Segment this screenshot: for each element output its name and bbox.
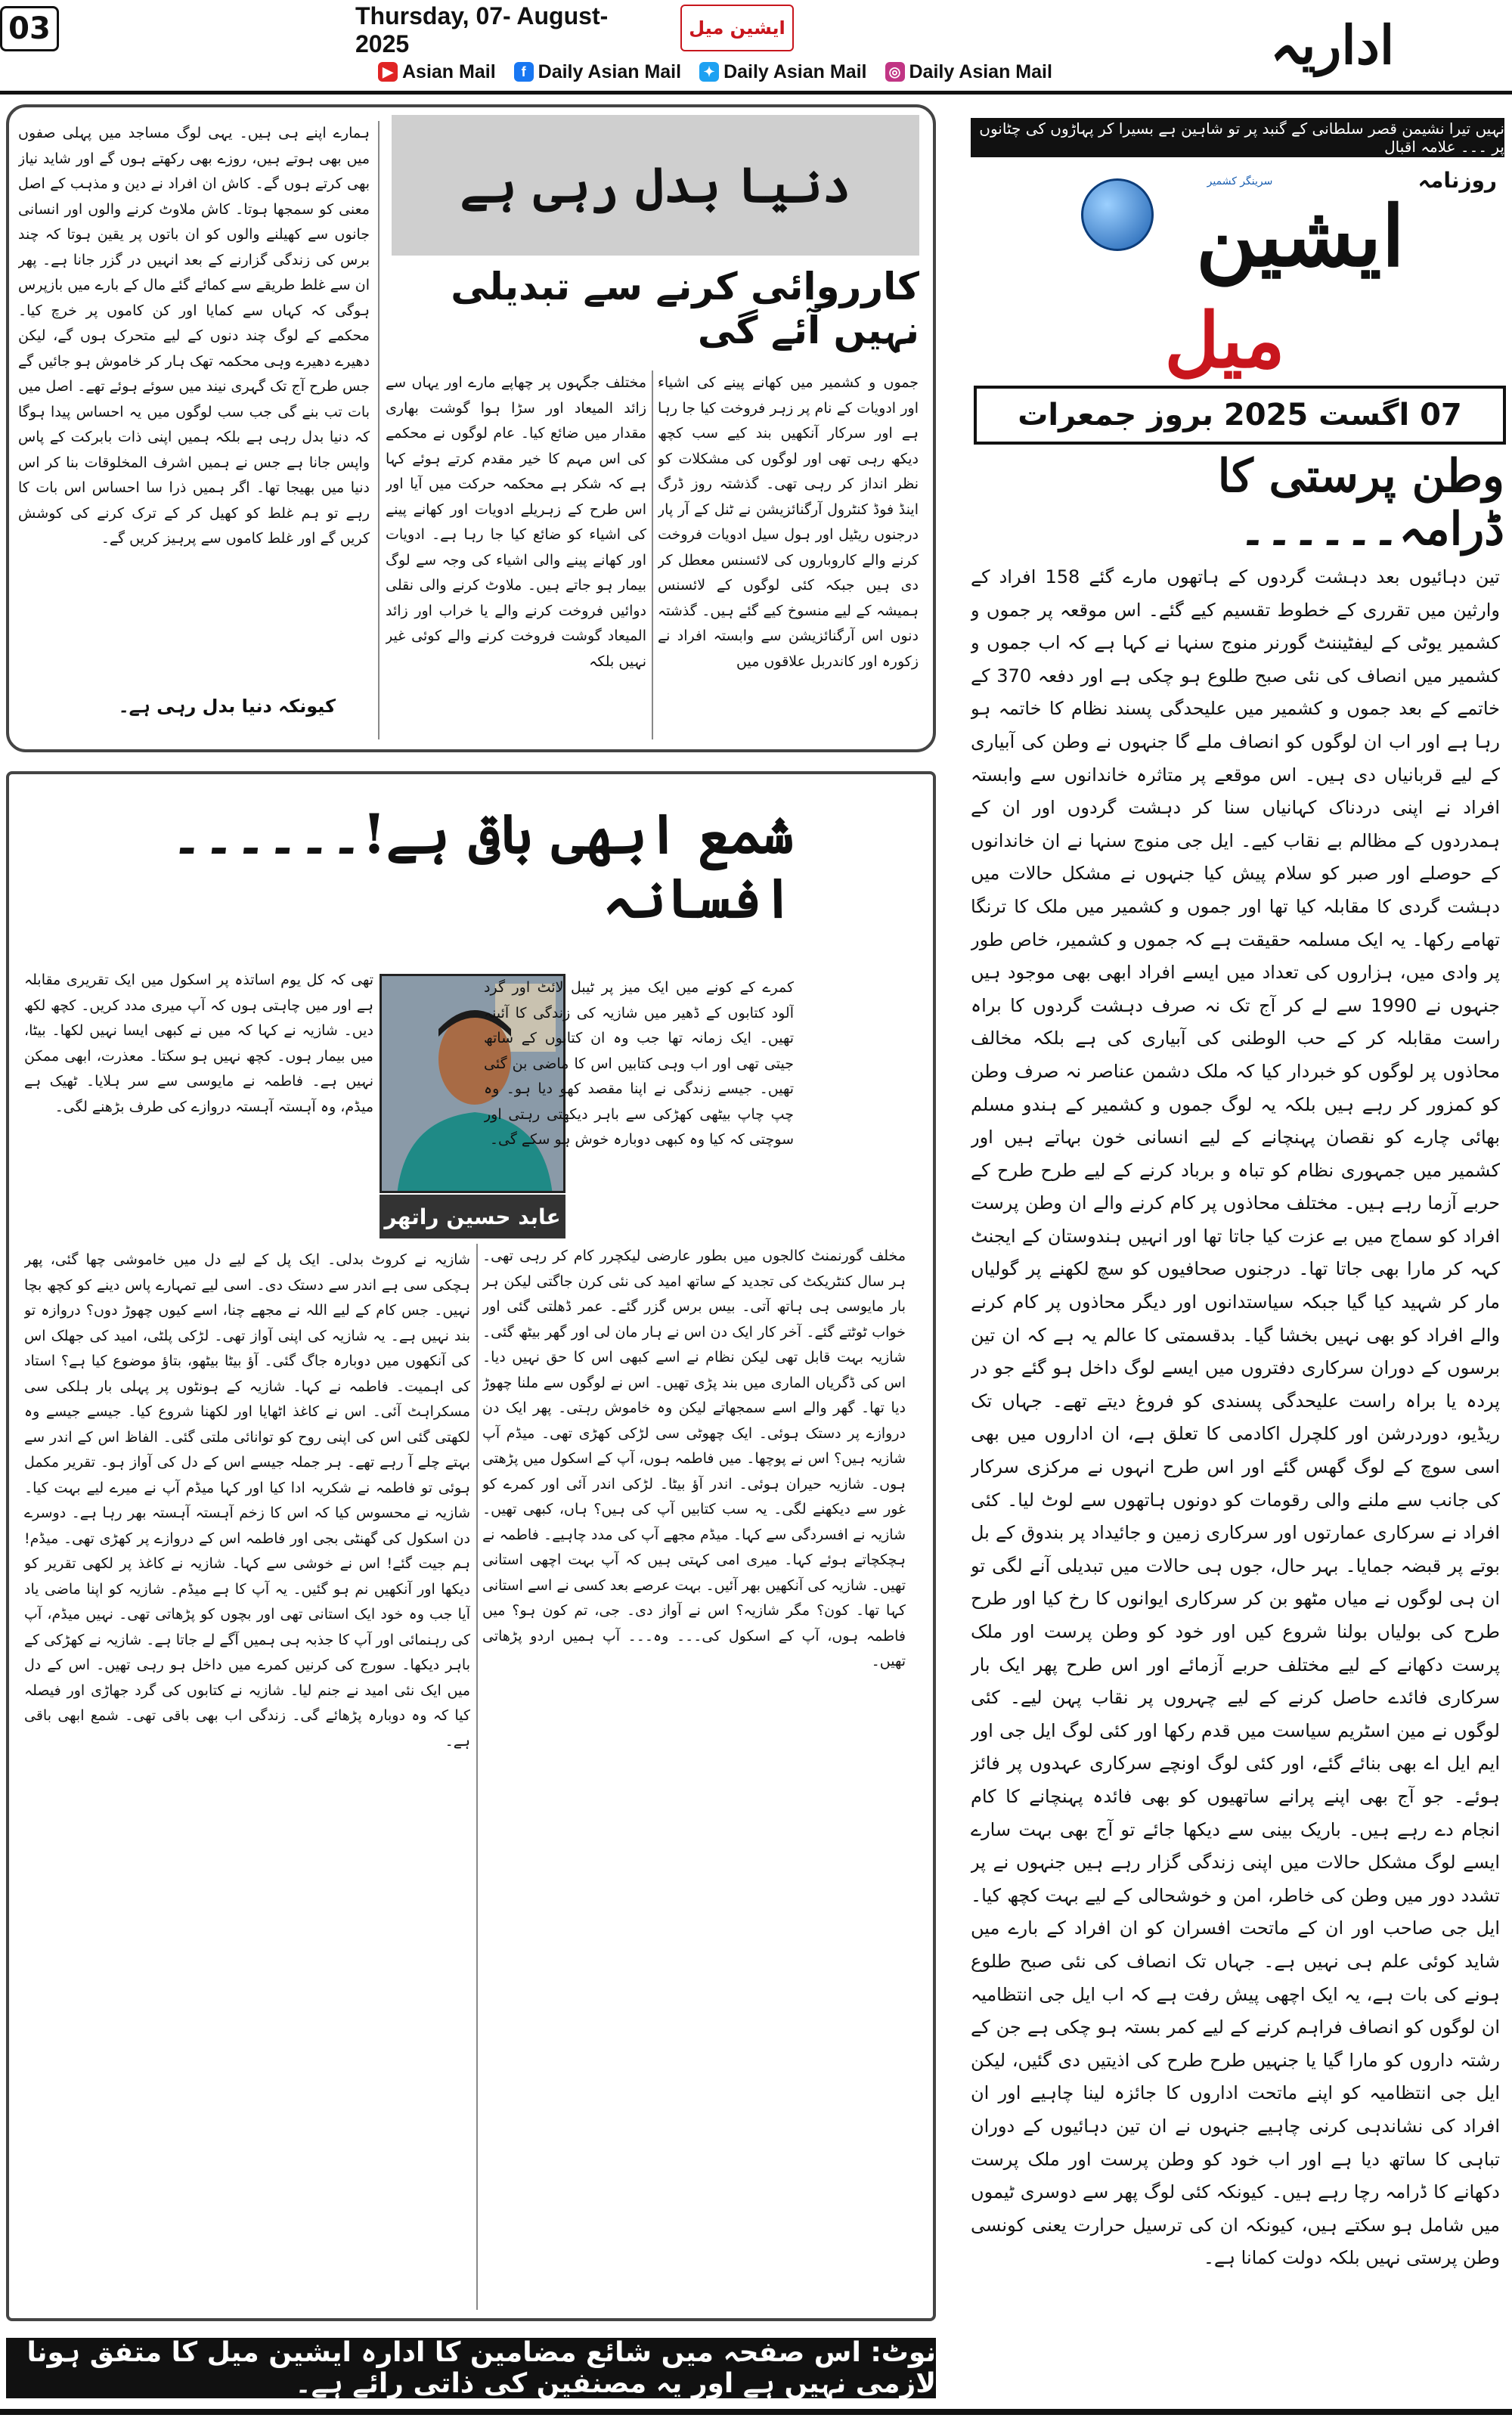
facebook-icon: f [514, 62, 534, 82]
article-headline: دنیا بدل رہی ہے [392, 115, 919, 256]
column-divider [652, 370, 653, 739]
youtube-icon: ▶ [378, 62, 398, 82]
mini-logo: ایشین میل [680, 5, 794, 51]
social-label: Daily Asian Mail [723, 60, 867, 82]
social-youtube[interactable] [378, 61, 496, 83]
column-divider [378, 121, 380, 739]
article-column-middle: مختلف جگہوں پر چھاپے مارے اور یہاں سے زائد المیعاد اور سڑا ہوا گوشت بھاری مقدار میں ضائع کیا۔ عام لوگوں نے محکمے کی اس مہم کا خیر مقدم کرتے ہوئے کہا ہے کہ شکر ہے محکمہ حرکت میں آیا اور اس طرح کے زہریلے ادویات اور کھانے پینے کی اشیاء کو ضائع کیا جا رہا ہے۔ ادویات اور کھانے پینے والی اشیاء کی وجہ سے لوگ بیمار ہو جاتے ہیں۔ ملاوٹ کرنے والی نقلی دوائیں فروخت کرنے والے یا خراب اور زائد المیعاد گوشت فروخت کرنے والے کوئی غیر نہیں بلکہ [386, 374, 646, 670]
story-column-right: مخلف گورنمنٹ کالجوں میں بطور عارضی لیکچرر کام کر رہی تھی۔ ہر سال کنٹریکٹ کی تجدید کے ساتھ امید کی نئی کرن جاگتی لیکن ہر بار مایوسی ہی ہاتھ آتی۔ بیس برس گزر گئے۔ عمر ڈھلتی گئی اور خواب ٹوٹتے گئے۔ آخر کار ایک دن اس نے ہار مان لی اور گھر بیٹھ گئی۔ شازیہ بہت قابل تھی لیکن نظام نے اسے کبھی اس کا حق نہیں دیا۔ اس کی ڈگریاں الماری میں بند پڑی تھیں۔ اس نے لوگوں سے ملنا چھوڑ دیا تھا۔ گھر والے اسے سمجھاتے لیکن وہ خاموش رہتی۔ پھر ایک دن دروازے پر دستک ہوئی۔ ایک چھوٹی سی لڑکی کھڑی تھی۔ میڈم آپ شازیہ ہیں؟ اس نے پوچھا۔ میں فاطمہ ہوں، آپ کے اسکول میں پڑھتی ہوں۔ شازیہ حیران ہوئی۔ اندر آؤ بیٹا۔ لڑکی اندر آئی اور کمرے کو غور سے دیکھنے لگی۔ یہ سب کتابیں آپ کی ہیں؟ ہاں، کبھی تھیں۔ شازیہ نے افسردگی سے کہا۔ میڈم مجھے آپ کی مدد چاہیے۔ فاطمہ نے ہچکچاتے ہوئے کہا۔ میری امی کہتی ہیں کہ آپ بہت اچھی استانی تھیں۔ شازیہ کی آنکھیں بھر آئیں۔ بہت عرصے بعد کسی نے اسے استانی کہا تھا۔ کون؟ مگر شازیہ؟ اس نے آواز دی۔ جی، تم کون ہو؟ میں فاطمہ ہوں، آپ کے اسکول کی۔۔۔ وہ۔۔۔ آپ ہمیں اردو پڑھاتی تھیں۔ [482, 1248, 906, 1669]
editorial-body: تین دہائیوں بعد دہشت گردوں کے ہاتھوں مارے گئے 158 افراد کے وارثین میں تقرری کے خطوط تقسیم کیے گئے۔ اس موقعہ پر جموں و کشمیر یوٹی کے لیفٹیننٹ گورنر منوج سنہا نے کہا ہے کہ اب جموں و کشمیر میں انصاف کی نئی صبح طلوع ہو چکی ہے اور دفعہ 370 کے خاتمے کے بعد جموں و کشمیر میں علیحدگی پسند نظام کا خاتمہ ہو رہا ہے اور اب ان لوگوں کو انصاف ملے گا جنہوں نے وطن کی آبیاری کے لیے قربانیاں دی ہیں۔ اس موقعے پر متاثرہ خاندانوں سے وابستہ افراد نے اپنی دردناک کہانیاں سنا کر دہشت گردوں اور ان کے ہمدردوں کے مظالم بے نقاب کیے۔ ایل جی منوج سنہا نے ان خاندانوں کے حوصلے اور صبر کو سلام پیش کیا جنہوں نے مشکل حالات میں دہشت گردی کا مقابلہ کیا تھا اور جموں و کشمیر میں ملک کا ترنگا تھامے رکھا۔ یہ ایک مسلمہ حقیقت ہے کہ جموں و کشمیر، خاص طور پر وادی میں، ہزاروں کی تعداد میں ایسے افراد ابھی بھی موجود ہیں جنہوں نے 1990 سے لے کر آج تک نہ صرف دہشت گردوں کا براہ راست مقابلہ کر کے حب الوطنی کی آبیاری کی ہے بلکہ مخالف محاذوں پر لوگوں کو خبردار کیا کہ ملک دشمن عناصر نہ صرف وطن کو کمزور کر رہے ہیں بلکہ یہ لوگ جموں و کشمیر کے ہندو مسلم بھائی چارے کو نقصان پہنچانے کے لیے انسانی خون بہاتے ہیں اور کشمیر میں جمہوری نظام کو تباہ و برباد کرنے کے لیے طرح طرح کے حربے آزما رہے ہیں۔ مختلف محاذوں پر کام کرنے والے ان وطن پرست افراد کو سماج میں بے عزت کیا جاتا تھا اور انہیں ہندوستان کے ایجنٹ کہہ کر مارا بھی جاتا تھا۔ درجنوں صحافیوں کو سچ لکھنے پر گولیاں مار کر شہید کیا گیا جبکہ سیاستدانوں اور دیگر محاذوں پر کام کرنے والے افراد کو بھی نہیں بخشا گیا۔ بدقسمتی کا عالم یہ ہے کہ ان تین برسوں کے دوران سرکاری دفتروں میں ایسے لوگ داخل ہو گئے جو در پردہ یا براہ راست علیحدگی پسندی کو فروغ دیتے تھے۔ جہاں تک ریڈیو، دوردرشن اور کلچرل اکادمی کا تعلق ہے، ان اداروں میں بھی اسی سوچ کے لوگ گھس گئے اور اس طرح انہوں نے مرکزی سرکار کی جانب سے ملنے والی رقومات کو دونوں ہاتھوں سے لوٹ لیا۔ کئی افراد نے سرکاری عمارتوں اور سرکاری زمین و جائیداد پر بندوق کے بل بوتے پر قبضہ جمایا۔ بہر حال، جوں ہی حالات میں تبدیلی آنے لگی تو ان ہی لوگوں نے میاں مٹھو بن کر سرکاری ایوانوں کا رخ کیا اور طرح طرح کی بولیاں بولنا شروع کیں اور خود کو وطن پرست اور ملک پرست دکھانے کے لیے مختلف حربے آزمائے اور اس طرح پھر ایک بار سرکاری فائدے حاصل کرنے کے لیے چہروں پر نقاب پہن لیے۔ کئی لوگوں نے مین اسٹریم سیاست میں قدم رکھا اور کئی لوگ ایل جی اور ایم ایل اے بھی بنائے گئے، اور کئی لوگ اونچے سرکاری عہدوں پر فائز ہوئے۔ جو آج بھی اپنے پرانے ساتھیوں کو بھی فائدہ پہنچانے کا کام انجام دے رہے ہیں۔ باریک بینی سے دیکھا جائے تو آج بھی بہت سارے ایسے لوگ مشکل حالات میں اپنی زندگی گزار رہے ہیں جنہوں نے پر تشدد دور میں وطن کی خاطر، امن و خوشحالی کے لیے بہت کچھ کیا۔ ایل جی صاحب اور ان کے ماتحت افسران کو ان افراد کے بارے میں شاید کوئی علم ہی نہیں ہے۔ جہاں تک انصاف کی نئی صبح طلوع ہونے کی بات ہے، یہ ایک اچھی پیش رفت ہے کہ اب ایل جی انتظامیہ ان لوگوں کو انصاف فراہم کرنے کے لیے کمر بستہ ہو چکی ہے جن کے رشتہ داروں کو مارا گیا یا جنہیں طرح طرح کی اذیتیں دی گئیں، لیکن ایل جی انتظامیہ کو اپنے ماتحت اداروں کا جائزہ لینا چاہیے اور ان افراد کی نشاندہی کرنی چاہیے جنہوں نے ان تین دہائیوں کے دوران تباہی کا ساتھ دیا ہے اور اب خود کو وطن پرست اور ملک پرست دکھانے کا ڈرامہ رچا رہے ہیں۔ کیونکہ کئی لوگ پھر سے دوسری ٹیموں میں شامل ہو سکتے ہیں، کیونکہ ان کی ترسیل حرارت یعنی کونسی وطن پرستی نہیں بلکہ دولت کمانا ہے۔ [971, 566, 1500, 2269]
story-headline: شمع ابھی باقی ہے!۔۔۔۔۔۔افسانہ [171, 801, 794, 930]
issue-date: Thursday, 07- August-2025 [355, 2, 609, 57]
author-caption: عابد حسین راتھر [380, 1195, 565, 1238]
masthead-location: سرینگر کشمیر [1207, 175, 1273, 188]
instagram-icon: ◎ [885, 62, 905, 82]
masthead-daily-label: روزنامہ [1418, 168, 1497, 193]
masthead-title-bottom: میل [1164, 296, 1285, 385]
story-column-right-top: کمرے کے کونے میں ایک میز پر ٹیبل لائٹ اور گرد آلود کتابوں کے ڈھیر میں شازیہ کی زندگی کا آئینہ تھیں۔ ایک زمانہ تھا جب وہ ان کتابوں کے ساتھ جیتی تھی اور اب وہی کتابیں اس کا ماضی بن گئی تھیں۔ جیسے زندگی نے اپنا مقصد کھو دیا ہو۔ وہ چپ چاپ بیٹھی کھڑکی سے باہر دیکھتی رہتی اور سوچتی کہ کیا وہ کبھی دوبارہ خوش ہو سکے گی۔ [484, 979, 794, 1148]
social-links [378, 56, 1225, 88]
section-title: اداریہ [1270, 13, 1395, 76]
article-column-left: ہمارے اپنے ہی ہیں۔ یہی لوگ مساجد میں پہلی صفوں میں بھی ہوتے ہیں، روزے بھی رکھتے ہوں گے اور شاید نیاز بھی کرتے ہوں گے۔ کاش ان افراد نے دین و مذہب کے اصل معنی کو سمجھا ہوتا۔ کاش ملاوٹ کرنے والوں اور انسانی جانوں سے کھیلنے والوں کو ان باتوں پر یقین ہوتا کہ چند برس کی زندگی گزارنے کے بعد انہیں در گزر جانا ہے۔ پھر ان سے غلط طریقے سے کمائے گئے مال کے بارے میں بازپرس ہوگی کہ کہاں سے کمایا اور کن کاموں پر خرچ کیا۔ محکمے کے لوگ چند دنوں کے لیے متحرک ہوں گے، لیکن دھیرے دھیرے وہی محکمہ تھک ہار کر خاموش ہو جائیں گے جس طرح آج تک گہری نیند میں سوئے ہوئے تھے۔ اصل میں بات تب بنے گی جب سب لوگوں میں یہ احساس پیدا ہوگا کہ دنیا بدل رہی ہے بلکہ ہمیں اپنی ذات بابرکت کے پاس واپس جانا ہے جس نے ہمیں اشرف المخلوقات بنا کر اس دنیا میں بھیجا تھا۔ اگر ہمیں ذرا سا احساس اس بات کا رہے تو ہم غلط کو کھیل کر کے ترک کرنے کی کوشش کریں گے اور غلط کاموں سے پرہیز کریں گے۔ [18, 125, 370, 547]
social-twitter[interactable] [699, 61, 866, 83]
disclaimer-note: نوٹ: اس صفحہ میں شائع مضامین کا ادارہ ایشین میل کا متفق ہونا لازمی نہیں ہے اور یہ مصنفین کی ذاتی رائے ہے۔ [6, 2338, 936, 2398]
page-number: 03 [0, 6, 59, 51]
footer-divider [0, 2409, 1512, 2415]
masthead-title-top: ایشین [1195, 187, 1405, 285]
column-divider [476, 1244, 478, 2310]
social-label: Daily Asian Mail [909, 60, 1052, 82]
social-label: Asian Mail [402, 60, 496, 82]
story-column-left-top: تھی کہ کل یوم اساتذہ پر اسکول میں ایک تقریری مقابلہ ہے اور میں چاہتی ہوں کہ آپ میری مدد کریں۔ کچھ لکھ دیں۔ شازیہ نے کہا کہ میں نے کبھی ایسا نہیں لکھا۔ بیٹا، میں بیمار ہوں۔ کچھ نہیں ہو سکتا۔ معذرت، ابھی ممکن نہیں ہے۔ فاطمہ نے مایوسی سے سر ہلایا۔ ٹھیک ہے میڈم، وہ آہستہ آہستہ دروازے کی طرف بڑھنے لگی۔ [24, 972, 373, 1115]
editorial-title: وطن پرستی کا ڈرامہ۔۔۔۔۔۔ [1217, 450, 1504, 556]
header-divider [0, 91, 1512, 95]
social-facebook[interactable] [514, 61, 681, 83]
article-column-right: جموں و کشمیر میں کھانے پینے کی اشیاء اور ادویات کے نام پر زہر فروخت کیا جا رہا ہے اور سرکار آنکھیں بند کیے سب کچھ دیکھ رہی تھی اور لوگوں کی مشکلات کو نظر انداز کر رہی تھی۔ گذشتہ روز ڈرگ اینڈ فوڈ کنٹرول آرگنائزیشن نے ٹنل کے آر پار درجنوں ریٹیل اور ہول سیل ادویات فروخت کرنے والے کاروباروں کی لائسنس معطل کر دی ہیں جبکہ کئی لوگوں کے لائسنس ہمیشہ کے لیے منسوخ کیے گئے ہیں۔ گذشتہ دنوں اس آرگنائزیشن سے وابستہ افراد نے زکورہ اور کاندربل علاقوں میں [658, 374, 919, 670]
story-column-left: شازیہ نے کروٹ بدلی۔ ایک پل کے لیے دل میں خاموشی چھا گئی، پھر ہچکی سی ہے اندر سے دستک دی۔ اسی لیے تمہارے پاس دینے کو کچھ بچا نہیں۔ جس کام کے لیے اللہ نے مجھے چنا، اسے کیوں چھوڑ دوں؟ دروازہ تو بند نہیں ہے۔ یہ شازیہ کی اپنی آواز تھی۔ لڑکی پلٹی، امید کی جھلک اس کی آنکھوں میں دوبارہ جاگ گئی۔ آؤ بیٹا بیٹھو، بتاؤ موضوع کیا ہے؟ استاد کی اہمیت۔ فاطمہ نے کہا۔ شازیہ کے ہونٹوں پر پہلی بار ہلکی سی مسکراہٹ آئی۔ اس نے کاغذ اٹھایا اور لکھنا شروع کیا۔ جیسے جیسے وہ لکھتی گئی اس کی اپنی روح کو توانائی ملتی گئی۔ الفاظ اس کے اندر سے بہتے چلے آ رہے تھے۔ ہر جملہ جیسے اس کے دل کی آواز ہو۔ تقریر مکمل ہوئی تو فاطمہ نے شکریہ ادا کیا اور کہا میڈم آپ نے میرے لیے بہت کیا۔ شازیہ نے محسوس کیا کہ اس کا زخم آہستہ آہستہ بھر رہا ہے۔ دوسرے دن اسکول کی گھنٹی بجی اور فاطمہ اس کے دروازے پر کھڑی تھی۔ میڈم! ہم جیت گئے! اس نے خوشی سے کہا۔ شازیہ نے کاغذ پر لکھی تقریر کو دیکھا اور آنکھیں نم ہو گئیں۔ یہ آپ کا ہے میڈم۔ شازیہ کو اپنا ماضی یاد آیا جب وہ خود ایک استانی تھی اور بچوں کو پڑھاتی تھی۔ نہیں میڈم، آپ کی رہنمائی اور آپ کا جذبہ ہی ہمیں آگے لے جاتا ہے۔ شازیہ نے کھڑکی کے باہر دیکھا۔ سورج کی کرنیں کمرے میں داخل ہو رہی تھیں۔ اس کے دل میں ایک نئی امید نے جنم لیا۔ شازیہ نے کتابوں کی گرد جھاڑی اور فیصلہ کیا کہ وہ دوبارہ پڑھائے گی۔ زندگی اب بھی باقی تھی۔ شمع ابھی باقی ہے۔ [24, 1251, 470, 1750]
social-label: Daily Asian Mail [538, 60, 682, 82]
masthead-slogan: نہیں تیرا نشیمن قصر سلطانی کے گنبد پر تو شاہین ہے بسیرا کر پہاڑوں کی چٹانوں پر ۔۔۔ علامہ اقبال [971, 118, 1504, 157]
twitter-icon: ✦ [699, 62, 719, 82]
social-instagram[interactable] [885, 61, 1052, 83]
editorial-date-bar: 07 اگست 2025 بروز جمعرات [974, 386, 1506, 445]
article-subheadline: کارروائی کرنے سے تبدیلی نہیں آئے گی [451, 265, 919, 352]
article-closing-line: کیونکہ دنیا بدل رہی ہے۔ [118, 696, 336, 717]
